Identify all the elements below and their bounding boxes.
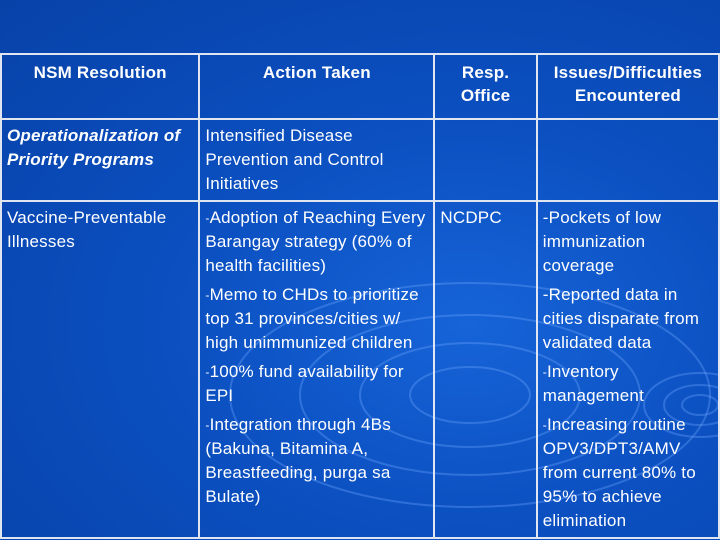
action-item: -100% fund availability for EPI xyxy=(205,362,404,405)
header-issues: Issues/Difficulties Encountered xyxy=(537,54,719,119)
nsm-resolution-table xyxy=(0,53,720,539)
resolution-cell: Operationalization of Priority Programs xyxy=(1,119,199,201)
header-action-taken: Action Taken xyxy=(199,54,434,119)
action-item: -Memo to CHDs to prioritize top 31 provinces/cities w/ high unimmunized children xyxy=(205,285,419,352)
nsm-resolution-table-container xyxy=(0,53,720,539)
office-cell: NCDPC xyxy=(434,201,536,538)
issue-item: -Pockets of low immunization coverage xyxy=(542,208,662,275)
issues-cell xyxy=(537,201,719,538)
office-cell xyxy=(434,119,536,201)
resolution-cell: Vaccine-Preventable Illnesses xyxy=(1,201,199,538)
header-nsm-resolution: NSM Resolution xyxy=(1,54,199,119)
action-item: -Adoption of Reaching Every Barangay strategy (60% of health facilities) xyxy=(205,208,426,275)
issue-item: -Increasing routine OPV3/DPT3/AMV from current 80% to 95% to achieve elimination xyxy=(542,415,696,530)
header-resp-office: Resp. Office xyxy=(434,54,536,119)
action-cell: Intensified Disease Prevention and Control Initiatives xyxy=(199,119,434,201)
table-row xyxy=(1,119,719,201)
table-row xyxy=(1,201,719,538)
issue-item: -Inventory management xyxy=(542,362,645,405)
table-header-row xyxy=(1,54,719,119)
action-cell xyxy=(199,201,434,538)
issue-item: -Reported data in cities disparate from validated data xyxy=(542,285,700,352)
action-item: -Integration through 4Bs (Bakuna, Bitamina A, Breastfeeding, purga sa Bulate) xyxy=(205,415,391,506)
issues-cell xyxy=(537,119,719,201)
